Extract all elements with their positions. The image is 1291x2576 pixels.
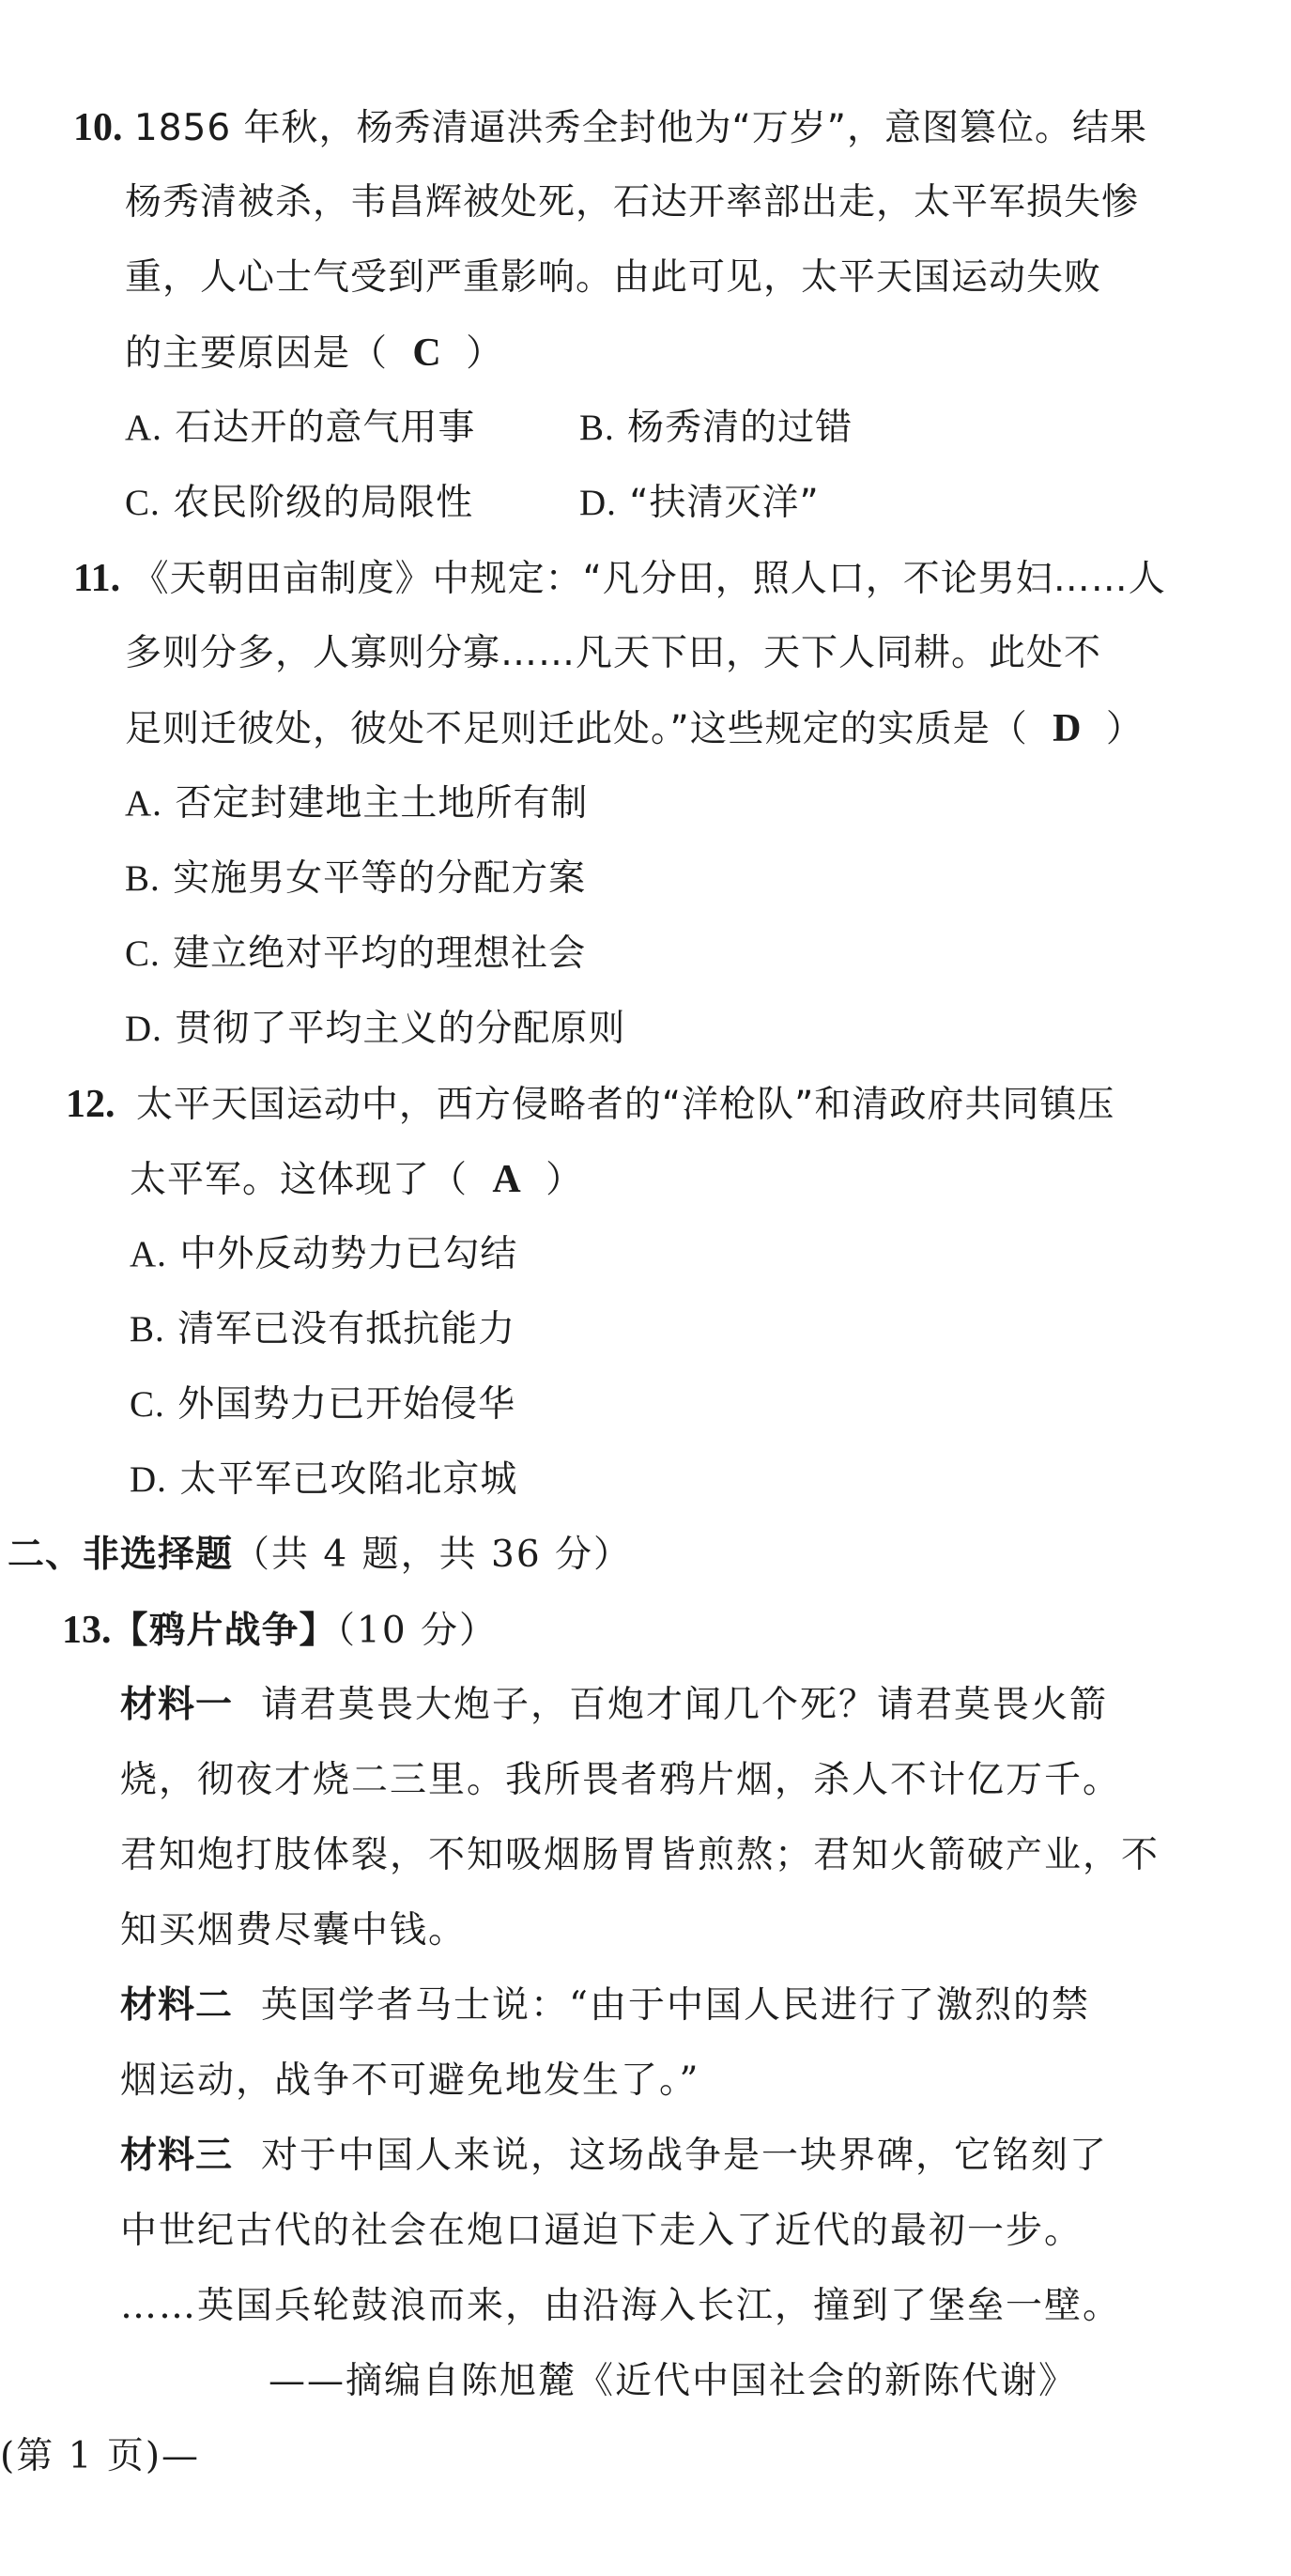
question-number: 10. <box>73 106 123 149</box>
option-letter: D. <box>579 483 617 523</box>
option-c <box>125 928 586 980</box>
option-b <box>130 1303 515 1356</box>
answer-mark: A <box>492 1158 521 1201</box>
option-text: 农民阶级的局限性 <box>173 482 474 524</box>
option-text: “扶清灭洋” <box>629 482 820 524</box>
material-line: ……英国兵轮鼓浪而来，由沿海入长江，撞到了堡垒一壁。 <box>120 2285 1122 2327</box>
material-line: 对于中国人来说，这场战争是一块界碑，它铭刻了 <box>261 2135 1109 2177</box>
option-text: 清军已没有抵抗能力 <box>177 1308 516 1350</box>
option-letter: B. <box>130 1309 165 1350</box>
option-d <box>125 1003 625 1056</box>
answer-mark: C <box>412 332 441 375</box>
question-stem-line: 《天朝田亩制度》中规定：“凡分田，照人口，不论男妇……人 <box>131 558 1166 600</box>
answer-mark: D <box>1053 707 1082 750</box>
option-a <box>125 402 475 455</box>
option-letter: A. <box>125 783 162 824</box>
option-text: 外国势力已开始侵华 <box>177 1383 516 1426</box>
section-detail: （共 4 题，共 36 分） <box>233 1534 633 1576</box>
page-number: (第 1 页)— <box>0 2435 201 2477</box>
material-label: 材料一 <box>120 1684 234 1726</box>
question-number: 12. <box>66 1083 115 1126</box>
material-1 <box>120 1679 1108 1732</box>
option-text: 贯彻了平均主义的分配原则 <box>175 1008 626 1050</box>
section-title: 二、非选择题 <box>8 1534 234 1576</box>
option-text: 实施男女平等的分配方案 <box>173 857 587 900</box>
question-stem-line: 太平天国运动中，西方侵略者的“洋枪队”和清政府共同镇压 <box>135 1084 1115 1126</box>
option-c <box>125 477 473 530</box>
question-stem-line: 1856 年秋，杨秀清逼洪秀全封他为“万岁”，意图篡位。结果 <box>133 107 1147 149</box>
option-a <box>130 1228 517 1281</box>
question-number: 13. <box>62 1609 112 1652</box>
question-stem-line: 重，人心士气受到严重影响。由此可见，太平天国运动失败 <box>125 256 1102 299</box>
option-letter: B. <box>125 858 161 899</box>
question-points: （10 分） <box>336 1610 499 1652</box>
option-b <box>125 853 586 905</box>
bracket-close: ） <box>546 1159 584 1201</box>
option-letter: B. <box>579 408 615 448</box>
option-a <box>125 778 588 830</box>
option-text: 中外反动势力已勾结 <box>179 1233 518 1275</box>
option-letter: C. <box>125 483 161 523</box>
option-text: 杨秀清的过错 <box>627 407 853 449</box>
question-title: 【鸦片战争】 <box>111 1610 337 1652</box>
option-text: 建立绝对平均的理想社会 <box>173 933 587 975</box>
material-line: 烧，彻夜才烧二三里。我所畏者鸦片烟，杀人不计亿万千。 <box>120 1759 1122 1801</box>
option-text: 否定封建地主土地所有制 <box>175 782 589 825</box>
question-stem-line: 的主要原因是（ <box>125 332 389 375</box>
option-text: 石达开的意气用事 <box>175 407 476 449</box>
option-d <box>130 1454 517 1506</box>
option-letter: C. <box>130 1384 165 1425</box>
material-label: 材料二 <box>120 1984 234 2027</box>
material-line: 中世纪古代的社会在炮口逼迫下走入了近代的最初一步。 <box>120 2210 1084 2252</box>
option-letter: D. <box>130 1459 167 1500</box>
option-letter: A. <box>125 408 162 448</box>
material-2 <box>120 1980 1090 2032</box>
bracket-close: ） <box>1105 708 1144 750</box>
option-letter: C. <box>125 933 161 974</box>
bracket-close: ） <box>466 332 504 375</box>
material-line: 知买烟费尽囊中钱。 <box>120 1909 468 1951</box>
option-letter: D. <box>125 1009 162 1049</box>
material-line: 烟运动，战争不可避免地发生了。” <box>120 2059 700 2102</box>
material-label: 材料三 <box>120 2135 234 2177</box>
option-text: 太平军已攻陷北京城 <box>179 1458 518 1501</box>
section-heading <box>8 1529 632 1581</box>
option-d <box>579 477 820 530</box>
question-stem-line: 足则迁彼处，彼处不足则迁此处。”这些规定的实质是（ <box>125 708 1028 750</box>
option-letter: A. <box>130 1234 167 1274</box>
option-c <box>130 1379 515 1431</box>
material-3 <box>120 2130 1108 2183</box>
question-stem-line: 太平军。这体现了（ <box>130 1159 469 1201</box>
material-line: 英国学者马士说：“由于中国人民进行了激烈的禁 <box>261 1984 1090 2027</box>
material-source: ——摘编自陈旭麓《近代中国社会的新陈代谢》 <box>268 2360 1077 2402</box>
material-line: 君知炮打肢体裂，不知吸烟肠胃皆煎熬；君知火箭破产业，不 <box>120 1834 1160 1876</box>
question-number: 11. <box>73 557 121 600</box>
question-stem-line: 杨秀清被杀，韦昌辉被处死，石达开率部出走，太平军损失惨 <box>125 181 1140 224</box>
option-b <box>579 402 853 455</box>
material-line: 请君莫畏大炮子，百炮才闻几个死？请君莫畏火箭 <box>261 1684 1109 1726</box>
question-stem-line: 多则分多，人寡则分寡……凡天下田，天下人同耕。此处不 <box>125 632 1102 674</box>
